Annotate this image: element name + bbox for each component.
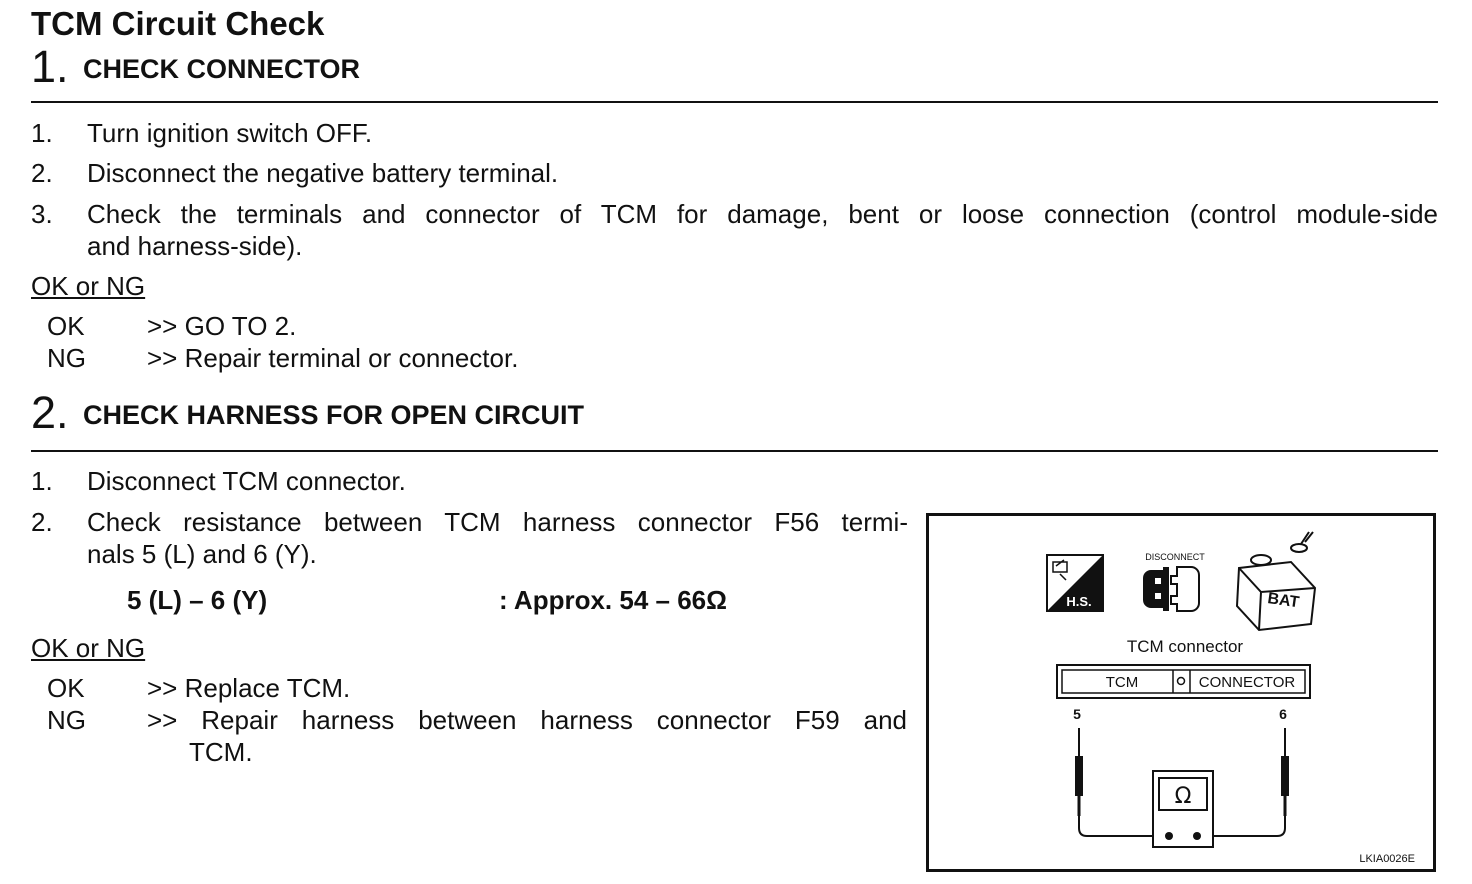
item-number: 1. xyxy=(31,466,53,496)
step1-item-1 xyxy=(0,117,1472,149)
step1-ok-label: OK xyxy=(47,311,85,341)
step1-number: 1. xyxy=(31,41,69,92)
step1-rule xyxy=(31,101,1438,103)
ohm-symbol: Ω xyxy=(1174,784,1192,809)
step1-item-2 xyxy=(0,157,1472,189)
resistance-terminals: 5 (L) – 6 (Y) xyxy=(127,585,268,615)
hand-tool-icon xyxy=(1047,555,1103,611)
step1-item-3 xyxy=(0,198,1472,262)
item-text-line1: Check the terminals and connector of TCM for damage, bent or loose connection (control module-side xyxy=(87,199,1438,229)
bat-label: BAT xyxy=(1266,590,1301,612)
page-title: TCM Circuit Check xyxy=(31,5,325,42)
tcm-connector xyxy=(1057,665,1310,698)
step1-ng-text: >> Repair terminal or connector. xyxy=(147,343,519,373)
step1-heading: CHECK CONNECTOR xyxy=(82,54,360,84)
step2-item-2 xyxy=(0,506,910,570)
step2-okng-label: OK or NG xyxy=(31,633,146,663)
resistance-value: : Approx. 54 – 66Ω xyxy=(499,585,727,615)
item-text-line2: and harness-side). xyxy=(87,231,303,261)
connector-right-label: CONNECTOR xyxy=(1198,674,1296,691)
step2-number: 2. xyxy=(31,387,69,438)
wire-left xyxy=(1079,816,1163,836)
probe-left xyxy=(1075,728,1083,816)
step2-ng-text-line1: >> Repair harness between harness connector F59 and xyxy=(147,705,907,735)
item-number: 2. xyxy=(31,507,53,537)
item-text-line2: nals 5 (L) and 6 (Y). xyxy=(87,539,317,569)
step2-ng-text-line2: TCM. xyxy=(189,737,253,767)
disconnect-label: DISCONNECT xyxy=(1145,552,1205,562)
step2-ok-label: OK xyxy=(47,673,85,703)
step1-ng-label: NG xyxy=(47,343,86,373)
connector-left-label: TCM xyxy=(1105,674,1139,691)
item-text: Disconnect TCM connector. xyxy=(87,466,406,496)
item-text: Turn ignition switch OFF. xyxy=(87,118,373,148)
step1-okng-label: OK or NG xyxy=(31,271,146,301)
pin-6-label: 6 xyxy=(1279,706,1287,722)
step2-heading: CHECK HARNESS FOR OPEN CIRCUIT xyxy=(82,400,585,430)
step1-header xyxy=(31,41,360,94)
connector-title: TCM connector xyxy=(1126,637,1244,656)
step2-ng-label: NG xyxy=(47,705,86,735)
circuit-figure xyxy=(926,513,1436,872)
step2-ok-text: >> Replace TCM. xyxy=(147,673,351,703)
probe-right xyxy=(1281,728,1289,816)
item-number: 2. xyxy=(31,158,53,188)
item-number: 3. xyxy=(31,199,53,229)
pin-5-label: 5 xyxy=(1073,706,1081,722)
disconnect-icon xyxy=(1143,552,1205,611)
item-text: Disconnect the negative battery terminal. xyxy=(87,158,559,188)
item-number: 1. xyxy=(31,118,53,148)
battery-icon xyxy=(1237,532,1315,630)
step2-item-1 xyxy=(0,465,900,497)
hs-label: H.S. xyxy=(1066,594,1092,609)
item-text-line1: Check resistance between TCM harness connector F56 termi- xyxy=(87,507,908,537)
step1-ok-text: >> GO TO 2. xyxy=(147,311,297,341)
ohmmeter xyxy=(1153,771,1213,847)
circuit-diagram xyxy=(929,516,1433,869)
figure-code: LKIA0026E xyxy=(1359,853,1415,865)
step2-header xyxy=(31,387,585,440)
step2-rule xyxy=(31,450,1438,452)
